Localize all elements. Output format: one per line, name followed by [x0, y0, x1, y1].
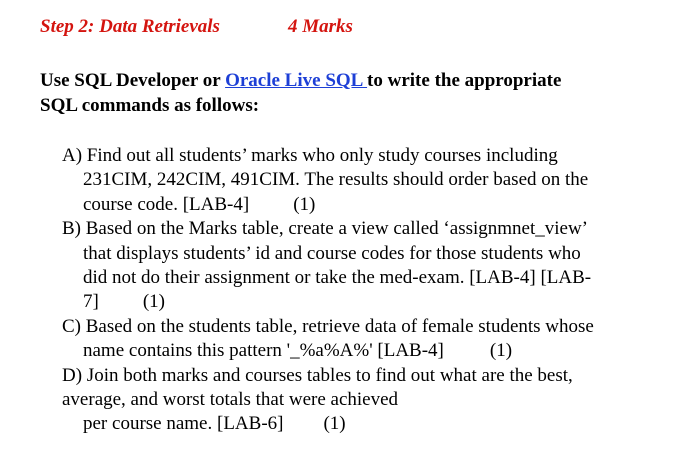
intro-text-post: to write the appropriate — [367, 70, 562, 91]
task-b-line3: did not do their assignment or take the med-exam. [LAB-4] [LAB- — [83, 267, 592, 289]
task-a-text: course code. [LAB-4] — [83, 193, 250, 215]
step-heading — [40, 16, 353, 38]
task-d-text: per course name. [LAB-6] — [83, 413, 284, 435]
task-a-line2: 231CIM, 242CIM, 491CIM. The results should order based on the — [83, 169, 589, 191]
oracle-live-sql-link[interactable]: Oracle Live SQL — [225, 70, 368, 91]
task-item-a — [62, 144, 692, 217]
task-b-text: 7] — [83, 291, 99, 313]
task-item-b — [62, 217, 692, 315]
intro-text-pre: Use SQL Developer or — [40, 70, 226, 91]
task-b-line4 — [62, 290, 692, 314]
task-d-line2: average, and worst totals that were achieved — [62, 389, 399, 411]
marks-label: 4 Marks — [288, 16, 353, 37]
step-title: Step 2: Data Retrievals — [40, 16, 220, 37]
task-item-c — [62, 315, 692, 364]
task-b-line2: that displays students’ id and course codes for those students who — [83, 242, 581, 264]
task-a-points: (1) — [293, 193, 316, 215]
task-b-line1: B) Based on the Marks table, create a view called ‘assignmnet_view’ — [62, 218, 589, 240]
task-a-line3 — [62, 193, 692, 217]
instructions-intro — [40, 68, 680, 118]
intro-text-line2: SQL commands as follows: — [40, 95, 260, 116]
task-d-line1: D) Join both marks and courses tables to find out what are the best, — [62, 364, 573, 386]
task-d-line3 — [62, 412, 692, 436]
task-list — [62, 144, 692, 437]
task-c-text: name contains this pattern '_%a%A%' [LAB-4] — [83, 340, 444, 362]
task-c-points: (1) — [489, 340, 513, 362]
task-b-points: (1) — [142, 291, 165, 313]
task-c-line1: C) Based on the students table, retrieve data of female students whose — [62, 315, 594, 337]
task-a-line1: A) Find out all students’ marks who only study courses including — [62, 145, 558, 166]
task-d-points: (1) — [323, 413, 346, 435]
task-c-line2 — [62, 339, 692, 363]
task-item-d — [62, 364, 692, 437]
